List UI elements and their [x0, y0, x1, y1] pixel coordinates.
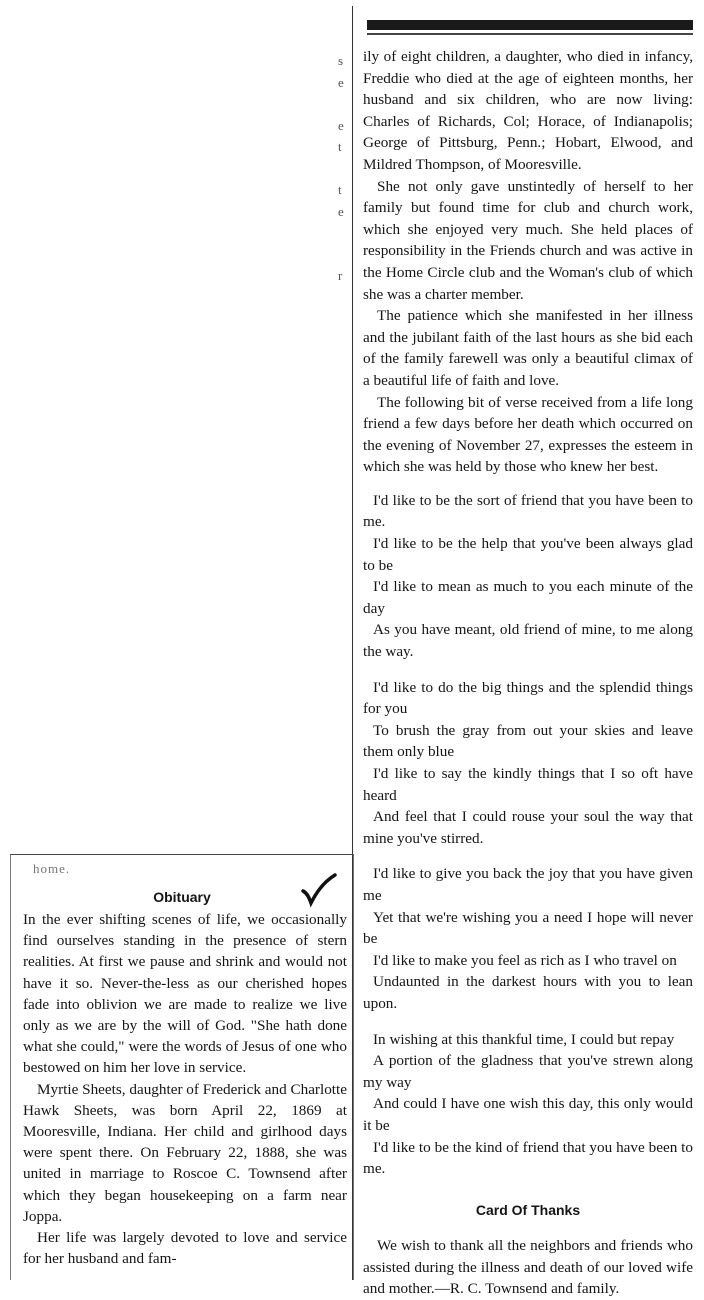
- verse-line: I'd like to be the help that you've been always glad to be: [363, 535, 693, 574]
- obituary-text: [23, 909, 347, 1269]
- right-column-text: [363, 46, 693, 1300]
- obituary-title: Obituary: [153, 889, 211, 905]
- margin-char: e: [338, 74, 344, 90]
- paragraph-patience: The patience which she manifested in her illness and the jubilant faith of the last hours as she bid each of the family farewell was only a beautiful climax of a beautiful life of faith and love.: [363, 307, 693, 389]
- margin-char: [338, 244, 352, 266]
- top-thin-rule: [367, 33, 693, 35]
- paragraph-service: She not only gave unstintedly of herself to her family but found time for club and church work, which she enjoyed very much. She held places of responsibility in the Friends church and was active in the Home Circle club and the Woman's club of which she was a charter member.: [363, 177, 693, 303]
- paragraph-family: ily of eight children, a daughter, who died in infancy, Freddie who died at the age of eighteen months, her husband and six children, who are now living: Charles of Richards, Col; Horace, of Indianapolis; George of Pittsburg, Penn.; Hobart, Elwood, and Mildred Thompson, of Mooresville.: [363, 48, 693, 173]
- verse-line: And could I have one wish this day, this only would it be: [363, 1095, 693, 1134]
- margin-char: s: [338, 53, 344, 68]
- verse-line: A portion of the gladness that you've strewn along my way: [363, 1052, 693, 1091]
- paragraph-verse-intro: The following bit of verse received from a life long friend a few days before her death which occurred on the evening of November 27, expresses the esteem in which she was held by those who knew her best.: [363, 393, 693, 476]
- margin-char: [338, 222, 352, 244]
- obituary-clipping: [10, 854, 354, 1280]
- margin-char: e: [338, 203, 344, 219]
- verse-line: I'd like to make you feel as rich as I who travel on: [373, 951, 677, 969]
- verse-line: To brush the gray from out your skies and leave them only blue: [363, 721, 693, 761]
- verse-stanza-3: [363, 863, 693, 1014]
- margin-fragments: [338, 50, 352, 287]
- paragraph-life: Her life was largely devoted to love and service for her husband and fam-: [23, 1229, 347, 1268]
- previous-article-fragment: home.: [33, 861, 71, 876]
- verse-line: As you have meant, old friend of mine, to me along the way.: [363, 621, 693, 661]
- margin-char: [338, 158, 352, 180]
- margin-char: [338, 93, 352, 115]
- verse-poem: [363, 490, 693, 1180]
- card-of-thanks-title: Card Of Thanks: [475, 1201, 581, 1218]
- margin-char: t: [338, 182, 342, 197]
- verse-line: I'd like to be the kind of friend that you have been to me.: [363, 1138, 693, 1178]
- right-clipping: [352, 6, 698, 1298]
- verse-line: I'd like to do the big things and the splendid things for you: [363, 678, 693, 718]
- verse-line: I'd like to say the kindly things that I so oft have heard: [363, 765, 693, 804]
- paragraph-intro: In the ever shifting scenes of life, we occasionally find ourselves standing in the presence of stern realities. At first we pause and shrink and would not have it so. Never-the-less as our cherished hopes fade into oblivion we are made to realize we live only as we are by the will of God. "She hath done what she could," were the words of Jesus of one who bestowed on him her love in service.: [23, 911, 347, 1077]
- verse-line: I'd like to mean as much to you each minute of the day: [363, 578, 693, 617]
- margin-char: e: [338, 117, 344, 133]
- paragraph-biography: Myrtie Sheets, daughter of Frederick and Charlotte Hawk Sheets, was born April 22, 1869 at Mooresville, Indiana. Her child and girlhood days were spent there. On February 22, 1888, she was united in marriage to Roscoe C. Townsend after which they began housekeeping on a farm near Joppa.: [23, 1080, 347, 1225]
- verse-line: Undaunted in the darkest hours with you to lean upon.: [363, 973, 693, 1012]
- verse-line: And feel that I could rouse your soul the way that mine you've stirred.: [363, 808, 693, 847]
- verse-stanza-1: [363, 490, 693, 663]
- margin-char: r: [338, 268, 343, 283]
- verse-stanza-4: [363, 1029, 693, 1180]
- verse-line: I'd like to be the sort of friend that you have been to me.: [363, 491, 693, 531]
- card-of-thanks-text: We wish to thank all the neighbors and friends who assisted during the illness and death of our loved wife and mother.—R. C. Townsend and family.: [363, 1237, 693, 1298]
- verse-stanza-2: [363, 677, 693, 850]
- top-thick-rule: [367, 20, 693, 30]
- verse-line: In wishing at this thankful time, I could but repay: [373, 1030, 675, 1048]
- verse-line: Yet that we're wishing you a need I hope will never be: [363, 908, 693, 948]
- margin-char: t: [338, 139, 342, 154]
- verse-line: I'd like to give you back the joy that you have given me: [363, 865, 693, 904]
